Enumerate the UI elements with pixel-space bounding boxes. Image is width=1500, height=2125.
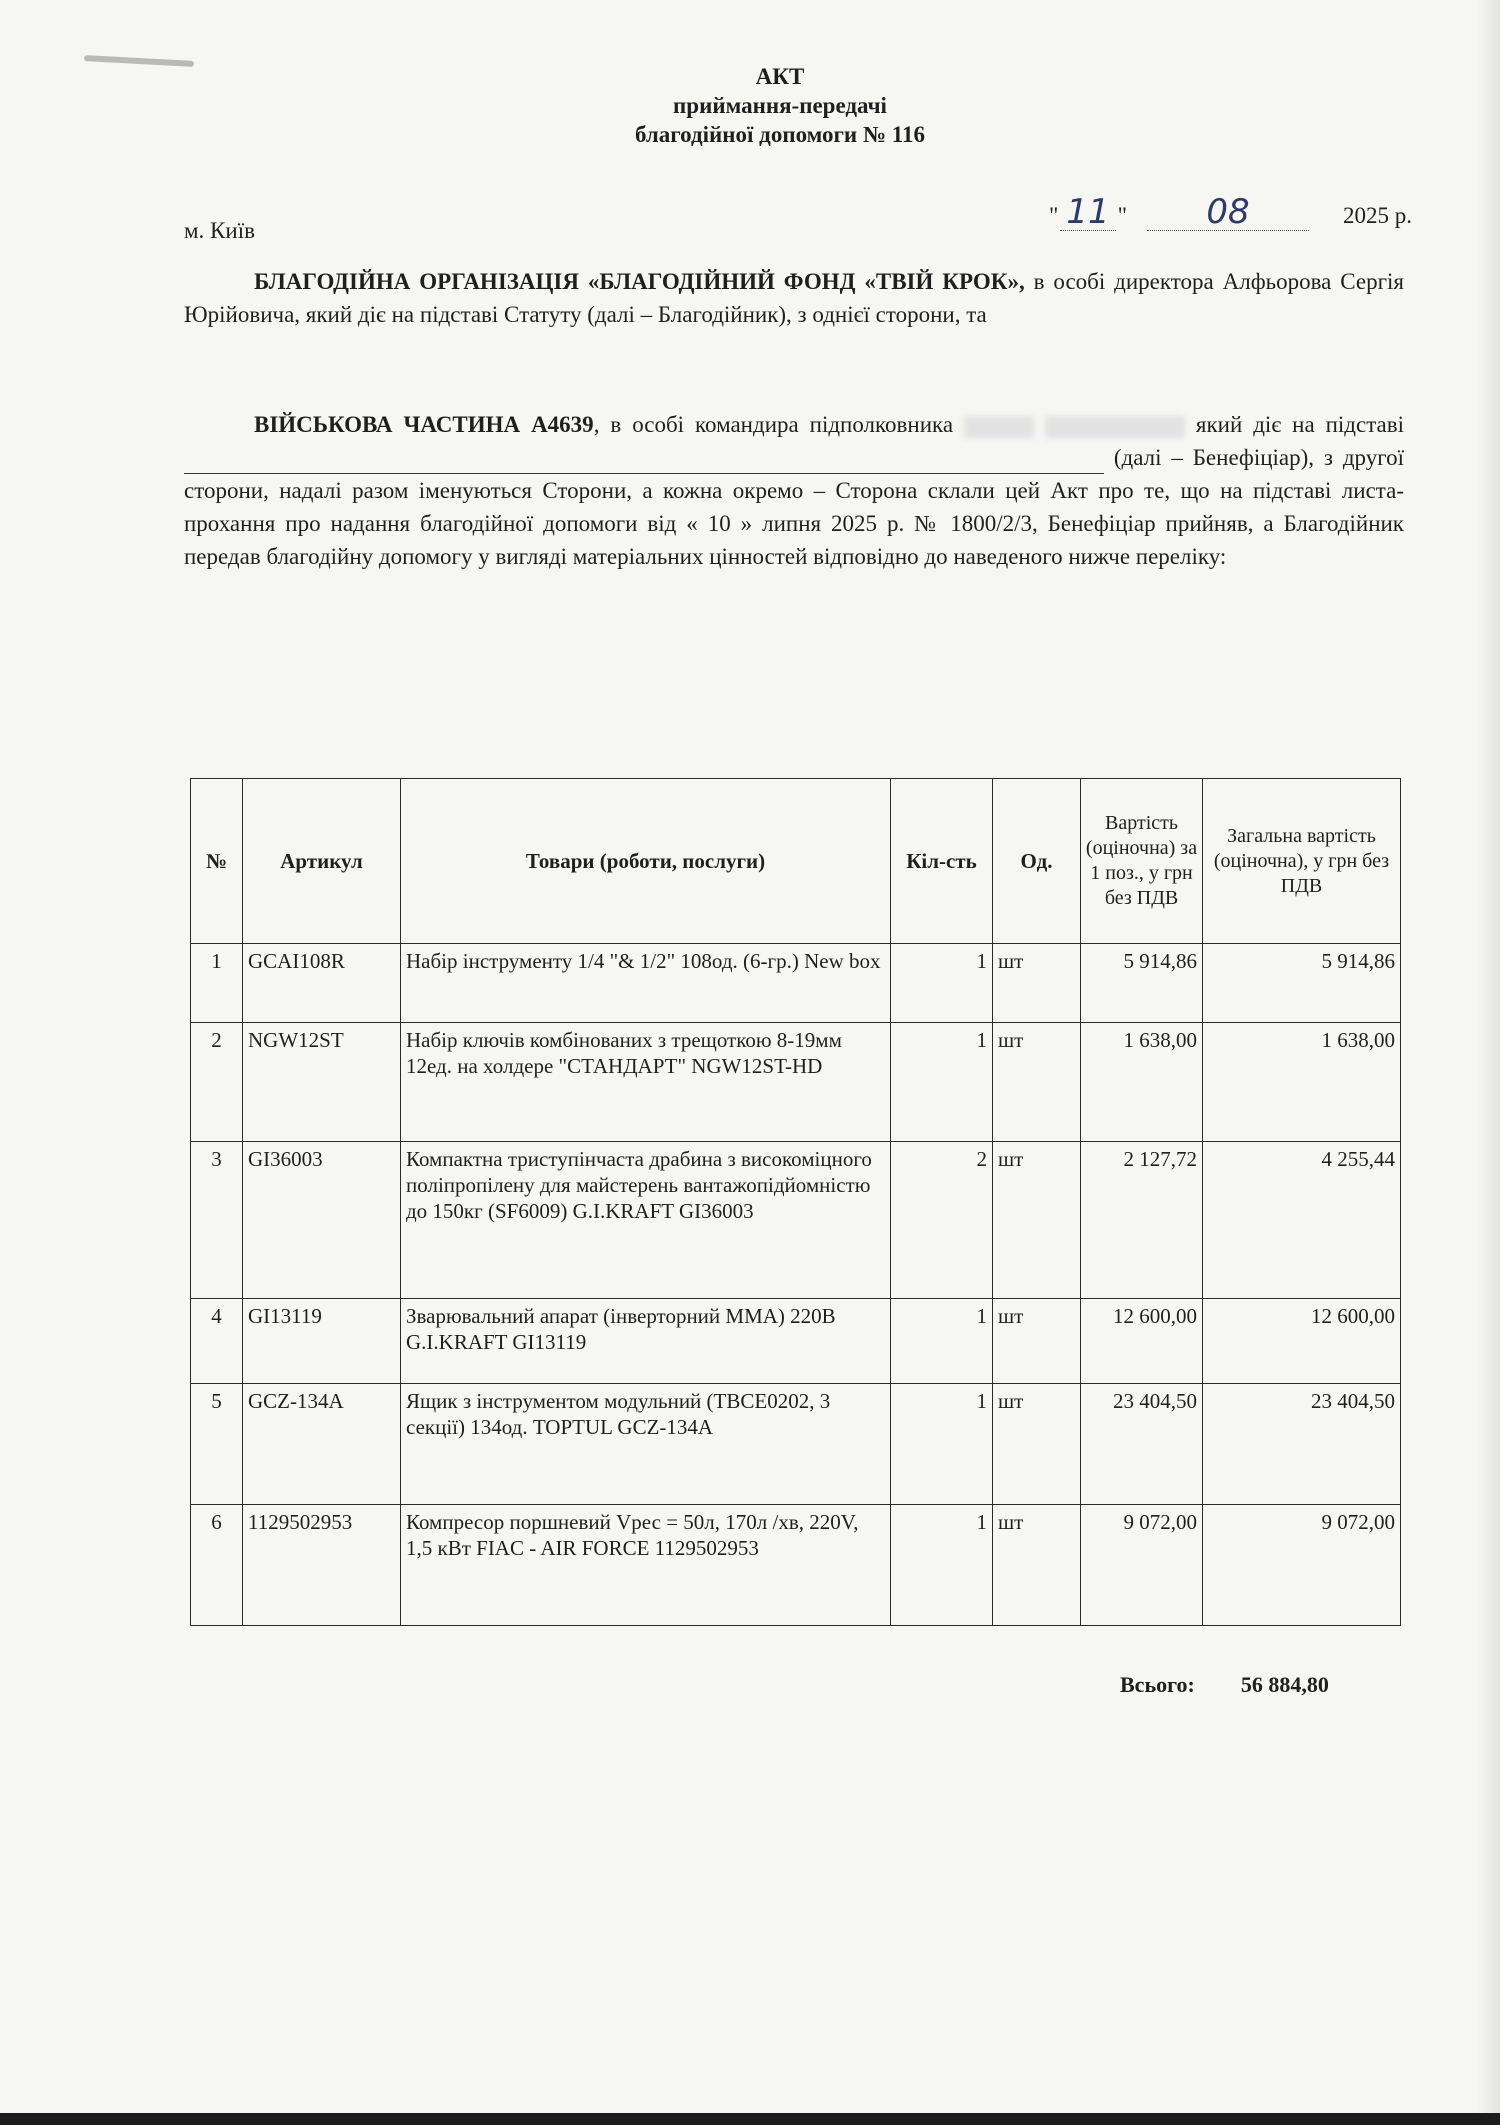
cell-goods: Зварювальний апарат (інверторний ММА) 220В G.I.KRAFT GI13119 <box>401 1299 891 1384</box>
cell-unit: шт <box>993 1023 1081 1142</box>
title-line-2: приймання-передачі <box>673 93 887 118</box>
redacted-name <box>964 416 1034 438</box>
cell-no: 3 <box>191 1142 243 1299</box>
cell-qty: 1 <box>891 1505 993 1626</box>
military-unit-name: ВІЙСЬКОВА ЧАСТИНА А4639 <box>254 412 594 437</box>
total-label: Всього: <box>1120 1672 1195 1697</box>
date-day: 11 <box>1060 194 1115 231</box>
table-row <box>191 1142 1401 1299</box>
beneficiary-text-b: який діє на підставі <box>1184 412 1405 437</box>
cell-unit: шт <box>993 1384 1081 1505</box>
header-total: Загальна вартість (оціночна), у грн без ПДВ <box>1203 779 1401 944</box>
title-line-1: АКТ <box>755 64 805 89</box>
date-quote-open: " <box>1048 203 1059 228</box>
table-row <box>191 1023 1401 1142</box>
cell-total: 12 600,00 <box>1203 1299 1401 1384</box>
header-unit: Од. <box>993 779 1081 944</box>
cell-no: 5 <box>191 1384 243 1505</box>
cell-qty: 1 <box>891 1023 993 1142</box>
beneficiary-text-a: , в особі командира підполковника <box>593 412 965 437</box>
table-row <box>191 1299 1401 1384</box>
cell-goods: Ящик з інструментом модульний (TBCE0202, 3 секції) 134од. TOPTUL GCZ-134A <box>401 1384 891 1505</box>
cell-qty: 1 <box>891 1384 993 1505</box>
charity-paragraph-text: в особі директора Алфьорова Сергія Юрійовича, який діє на підставі Статуту (далі – Благодійник), з однієї сторони, та <box>184 269 1404 327</box>
cell-article: 1129502953 <box>243 1505 401 1626</box>
total-value: 56 884,80 <box>1240 1672 1329 1697</box>
cell-no: 2 <box>191 1023 243 1142</box>
cell-goods: Компресор поршневий Vрес = 50л, 170л /хв, 220V, 1,5 кВт FIAC - AIR FORCE 1129502953 <box>401 1505 891 1626</box>
cell-price: 5 914,86 <box>1081 944 1203 1023</box>
cell-no: 6 <box>191 1505 243 1626</box>
date-year: 2025 р. <box>1343 203 1412 228</box>
items-table <box>190 778 1401 1626</box>
scan-bottom-edge <box>0 2113 1500 2125</box>
cell-price: 9 072,00 <box>1081 1505 1203 1626</box>
cell-goods: Набір ключів комбінованих з трещоткою 8-19мм 12ед. на холдере "СТАНДАРТ" NGW12ST-HD <box>401 1023 891 1142</box>
cell-article: NGW12ST <box>243 1023 401 1142</box>
header-article: Артикул <box>243 779 401 944</box>
cell-unit: шт <box>993 1299 1081 1384</box>
cell-price: 12 600,00 <box>1081 1299 1203 1384</box>
grand-total <box>1120 1672 1329 1698</box>
page-edge-shadow <box>1476 0 1500 2125</box>
cell-price: 2 127,72 <box>1081 1142 1203 1299</box>
cell-total: 1 638,00 <box>1203 1023 1401 1142</box>
cell-price: 1 638,00 <box>1081 1023 1203 1142</box>
document-title <box>560 62 1000 149</box>
cell-article: GCAI108R <box>243 944 401 1023</box>
cell-unit: шт <box>993 1505 1081 1626</box>
cell-article: GI13119 <box>243 1299 401 1384</box>
cell-qty: 1 <box>891 1299 993 1384</box>
table-row <box>191 1384 1401 1505</box>
document-date <box>1047 194 1412 231</box>
paragraph-beneficiary <box>184 408 1404 573</box>
date-month: 08 <box>1147 194 1309 231</box>
cell-price: 23 404,50 <box>1081 1384 1203 1505</box>
cell-no: 1 <box>191 944 243 1023</box>
cell-no: 4 <box>191 1299 243 1384</box>
cell-total: 9 072,00 <box>1203 1505 1401 1626</box>
cell-goods: Набір інструменту 1/4 "& 1/2" 108од. (6-гр.) New box <box>401 944 891 1023</box>
header-qty: Кіл-сть <box>891 779 993 944</box>
cell-qty: 1 <box>891 944 993 1023</box>
redacted-name <box>1045 416 1185 438</box>
cell-qty: 2 <box>891 1142 993 1299</box>
cell-goods: Компактна триступінчаста драбина з високоміцного поліпропілену для майстерень вантажопідйомністю до 150кг (SF6009) G.I.KRAFT GI36003 <box>401 1142 891 1299</box>
table-row <box>191 1505 1401 1626</box>
cell-total: 4 255,44 <box>1203 1142 1401 1299</box>
charity-org-name: БЛАГОДІЙНА ОРГАНІЗАЦІЯ «БЛАГОДІЙНИЙ ФОНД «ТВІЙ КРОК», <box>254 269 1025 294</box>
table-row <box>191 944 1401 1023</box>
header-no: № <box>191 779 243 944</box>
header-price: Вартість (оціночна) за 1 поз., у грн без ПДВ <box>1081 779 1203 944</box>
date-quote-close: " <box>1117 203 1127 228</box>
paragraph-charity <box>184 265 1404 331</box>
cell-total: 5 914,86 <box>1203 944 1401 1023</box>
table-header-row <box>191 779 1401 944</box>
cell-total: 23 404,50 <box>1203 1384 1401 1505</box>
cell-unit: шт <box>993 1142 1081 1299</box>
title-line-3: благодійної допомоги № 116 <box>634 122 926 147</box>
blank-fill-line <box>184 451 1104 474</box>
scan-mark <box>84 55 194 67</box>
cell-article: GI36003 <box>243 1142 401 1299</box>
header-goods: Товари (роботи, послуги) <box>401 779 891 944</box>
cell-unit: шт <box>993 944 1081 1023</box>
city: м. Київ <box>184 218 255 243</box>
cell-article: GCZ-134A <box>243 1384 401 1505</box>
beneficiary-text-c: (далі – Бенефіціар), з другої сторони, надалі разом іменуються Сторони, а кожна окремо – Сторона склали цей Акт про те, що на підставі листа-прохання про надання благодійної допомоги від « 10 » липня 2025 р. № 1800/2/3, Бенефіціар прийняв, а Благодійник передав благодійну допомогу у вигляді матеріальних цінностей відповідно до наведеного нижче переліку: <box>184 445 1404 569</box>
